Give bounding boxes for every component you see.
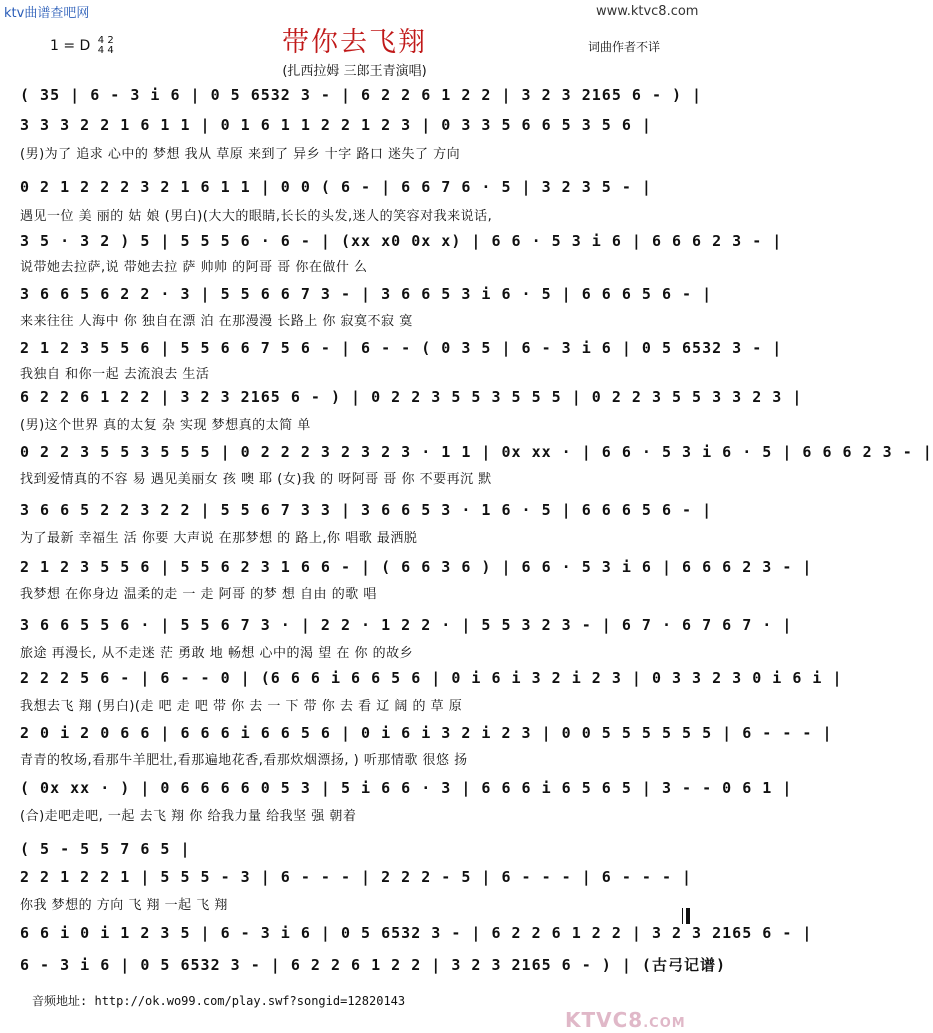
lyric-line: 来来往往 人海中 你 独自在漂 泊 在那漫漫 长路上 你 寂寞不寂 寞 bbox=[20, 314, 413, 329]
notation-line: 6 2 2 6 1 2 2 | 3 2 3 2165 6 - ) | 0 2 2 3 5 5 3 5 5 5 | 0 2 2 3 5 5 3 3 2 3 | bbox=[20, 388, 803, 406]
key-signature bbox=[50, 36, 114, 56]
lyric-line: 你我 梦想的 方向 飞 翔 一起 飞 翔 bbox=[20, 898, 228, 913]
notation-line: ( 0x xx · ) | 0 6 6 6 6 0 5 3 | 5 i 6 6 · 3 | 6 6 6 i 6 5 6 5 | 3 - - 0 6 1 | bbox=[20, 779, 793, 797]
notation-line: 2 2 1 2 2 1 | 5 5 5 - 3 | 6 - - - | 2 2 2 - 5 | 6 - - - | 6 - - - | bbox=[20, 868, 693, 886]
time-sig-bottom: 4 4 bbox=[97, 45, 114, 56]
notation-line: 3 6 6 5 5 6 · | 5 5 6 7 3 · | 2 2 · 1 2 2 · | 5 5 3 2 3 - | 6 7 · 6 7 6 7 · | bbox=[20, 616, 793, 634]
notation-line: 2 2 2 5 6 - | 6 - - 0 | (6 6 6 i 6 6 5 6 | 0 i 6 i 3 2 i 2 3 | 0 3 3 2 3 0 i 6 i | bbox=[20, 669, 843, 687]
lyric-line: 遇见一位 美 丽的 姑 娘 (男白)(大大的眼睛,长长的头发,迷人的笑容对我来说话, bbox=[20, 209, 493, 224]
notation-line: ( 5 - 5 5 7 6 5 | bbox=[20, 840, 191, 858]
audio-label: 音频地址: bbox=[32, 994, 88, 1008]
lyric-line: 我独自 和你一起 去流浪去 生活 bbox=[20, 367, 210, 382]
final-barline-thin bbox=[682, 908, 683, 924]
watermark-left: ktv曲谱查吧网 bbox=[4, 6, 90, 21]
notation-line: 2 1 2 3 5 5 6 | 5 5 6 2 3 1 6 6 - | ( 6 6 3 6 ) | 6 6 · 5 3 i 6 | 6 6 6 2 3 - | bbox=[20, 558, 813, 576]
lyric-line: 旅途 再漫长, 从不走迷 茫 勇敢 地 畅想 心中的渴 望 在 你 的故乡 bbox=[20, 646, 414, 661]
notation-line: 3 5 · 3 2 ) 5 | 5 5 5 6 · 6 - | (xx x0 0x x) | 6 6 · 5 3 i 6 | 6 6 6 2 3 - | bbox=[20, 232, 783, 250]
notation-line: 2 1 2 3 5 5 6 | 5 5 6 6 7 5 6 - | 6 - - ( 0 3 5 | 6 - 3 i 6 | 0 5 6532 3 - | bbox=[20, 339, 783, 357]
lyric-line: (合)走吧走吧, 一起 去飞 翔 你 给我力量 给我坚 强 朝着 bbox=[20, 809, 357, 824]
notation-line: 2 0 i 2 0 6 6 | 6 6 6 i 6 6 5 6 | 0 i 6 i 3 2 i 2 3 | 0 0 5 5 5 5 5 5 | 6 - - - | bbox=[20, 724, 833, 742]
notation-line: 6 - 3 i 6 | 0 5 6532 3 - | 6 2 2 6 1 2 2 | 3 2 3 2165 6 - ) | (古弓记谱) bbox=[20, 956, 726, 974]
lyric-line: 我梦想 在你身边 温柔的走 一 走 阿哥 的梦 想 自由 的歌 唱 bbox=[20, 587, 377, 602]
watermark-right: www.ktvc8.com bbox=[596, 4, 699, 19]
key-label: 1 = D bbox=[50, 38, 91, 54]
audio-footer bbox=[32, 992, 405, 1009]
logo-tld: .COM bbox=[643, 1016, 686, 1031]
subtitle: (扎西拉姆 三郎王青演唱) bbox=[282, 64, 427, 79]
notation-line: 3 6 6 5 2 2 3 2 2 | 5 5 6 7 3 3 | 3 6 6 5 3 · 1 6 · 5 | 6 6 6 5 6 - | bbox=[20, 501, 713, 519]
notation-line: 6 6 i 0 i 1 2 3 5 | 6 - 3 i 6 | 0 5 6532 3 - | 6 2 2 6 1 2 2 | 3 2 3 2165 6 - | bbox=[20, 924, 813, 942]
lyric-line: 青青的牧场,看那牛羊肥壮,看那遍地花香,看那炊烟漂扬, ) 听那情歌 很悠 扬 bbox=[20, 753, 468, 768]
notation-line: 0 2 2 3 5 5 3 5 5 5 | 0 2 2 2 3 2 3 2 3 · 1 1 | 0x xx · | 6 6 · 5 3 i 6 · 5 | 6 6 6 2 3 - | bbox=[20, 443, 933, 461]
lyric-line: (男)为了 追求 心中的 梦想 我从 草原 来到了 异乡 十字 路口 迷失了 方向 bbox=[20, 147, 461, 162]
lyric-line: 找到爱情真的不容 易 遇见美丽女 孩 噢 耶 (女)我 的 呀阿哥 哥 你 不要再沉 默 bbox=[20, 472, 492, 487]
notation-line: ( 35 | 6 - 3 i 6 | 0 5 6532 3 - | 6 2 2 6 1 2 2 | 3 2 3 2165 6 - ) | bbox=[20, 86, 703, 104]
time-signature bbox=[98, 36, 114, 56]
time-sig-top: 4 2 bbox=[97, 35, 114, 46]
logo-main: KTVC8 bbox=[565, 1008, 644, 1032]
site-logo bbox=[565, 1008, 686, 1032]
notation-line: 0 2 1 2 2 2 3 2 1 6 1 1 | 0 0 ( 6 - | 6 6 7 6 · 5 | 3 2 3 5 - | bbox=[20, 178, 652, 196]
lyric-line: 我想去飞 翔 (男白)(走 吧 走 吧 带 你 去 一 下 带 你 去 看 辽 阔 的 草 原 bbox=[20, 699, 463, 714]
notation-line: 3 3 3 2 2 1 6 1 1 | 0 1 6 1 1 2 2 1 2 3 | 0 3 3 5 6 6 5 3 5 6 | bbox=[20, 116, 652, 134]
final-barline-thick bbox=[686, 908, 690, 924]
notation-line: 3 6 6 5 6 2 2 · 3 | 5 5 6 6 7 3 - | 3 6 6 5 3 i 6 · 5 | 6 6 6 5 6 - | bbox=[20, 285, 713, 303]
lyric-line: (男)这个世界 真的太复 杂 实现 梦想真的太简 单 bbox=[20, 418, 311, 433]
audio-url[interactable]: http://ok.wo99.com/play.swf?songid=12820143 bbox=[94, 994, 406, 1008]
song-title: 带你去飞翔 bbox=[282, 27, 427, 58]
lyric-line: 说带她去拉萨,说 带她去拉 萨 帅帅 的阿哥 哥 你在做什 么 bbox=[20, 260, 368, 275]
lyric-line: 为了最新 幸福生 活 你要 大声说 在那梦想 的 路上,你 唱歌 最洒脱 bbox=[20, 531, 418, 546]
credit: 词曲作者不详 bbox=[588, 40, 661, 54]
